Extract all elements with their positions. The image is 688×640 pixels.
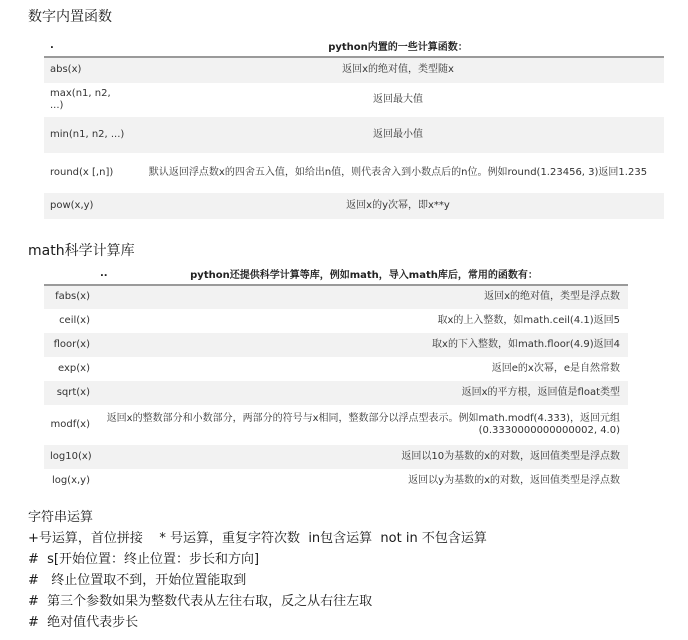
string-note-line: # 终止位置取不到，开始位置能取到 bbox=[28, 573, 247, 588]
function-description: 返回最小值 bbox=[132, 117, 664, 153]
function-name: abs(x) bbox=[44, 57, 132, 83]
column-header-function: .. bbox=[44, 262, 100, 285]
string-note-line: # s[开始位置：终止位置：步长和方向] bbox=[28, 552, 260, 567]
function-description: 返回以y为基数的x的对数，返回值类型是浮点数 bbox=[408, 474, 620, 486]
table-row bbox=[44, 445, 628, 469]
function-description: 返回e的x次幂，e是自然常数 bbox=[491, 362, 620, 374]
math-functions-table bbox=[44, 262, 628, 493]
heading-math-library: math科学计算库 bbox=[28, 243, 135, 259]
function-description: 默认返回浮点数x的四舍五入值，如给出n值，则代表舍入到小数点后的n位。例如round(1.23456, 3)返回1.235 bbox=[148, 166, 648, 178]
table-row bbox=[44, 117, 664, 153]
function-description: 返回最大值 bbox=[373, 93, 423, 105]
table-row bbox=[44, 57, 664, 83]
function-name: log(x,y) bbox=[51, 474, 90, 486]
column-header-description: python内置的一些计算函数： bbox=[132, 34, 664, 57]
function-name: floor(x) bbox=[44, 333, 100, 357]
function-name: fabs(x) bbox=[44, 285, 100, 309]
function-description: 返回以10为基数的x的对数，返回值类型是浮点数 bbox=[100, 445, 628, 469]
function-description: 取x的上入整数，如math.ceil(4.1)返回5 bbox=[437, 314, 620, 326]
table-header-row bbox=[44, 262, 628, 285]
function-description: 取x的下入整数，如math.floor(4.9)返回4 bbox=[100, 333, 628, 357]
function-name: exp(x) bbox=[58, 362, 90, 374]
table-row bbox=[44, 153, 664, 193]
function-description: 返回x的绝对值，类型是浮点数 bbox=[100, 285, 628, 309]
function-description: 返回x的平方根，返回值是float类型 bbox=[100, 381, 628, 405]
string-note-line: # 第三个参数如果为整数代表从左往右取，反之从右往左取 bbox=[28, 594, 373, 609]
table-row bbox=[44, 333, 628, 357]
function-name: modf(x) bbox=[50, 418, 90, 430]
function-name: log10(x) bbox=[44, 445, 100, 469]
column-header-function: . bbox=[44, 34, 132, 57]
string-note-line: +号运算，首位拼接 * 号运算，重复字符次数 in包含运算 not in 不包含运算 bbox=[28, 531, 487, 546]
function-name: ceil(x) bbox=[59, 314, 90, 326]
function-name: pow(x,y) bbox=[44, 193, 132, 219]
heading-string-operations: 字符串运算 bbox=[28, 510, 94, 525]
table-row bbox=[44, 309, 628, 333]
function-name: min(n1, n2, ...) bbox=[44, 117, 132, 153]
string-note-line: # 绝对值代表步长 bbox=[28, 615, 139, 630]
table-row bbox=[44, 285, 628, 309]
table-row bbox=[44, 193, 664, 219]
function-name: round(x [,n]) bbox=[50, 166, 114, 178]
builtin-functions-table bbox=[44, 34, 664, 219]
function-description: 返回x的整数部分和小数部分，两部分的符号与x相同，整数部分以浮点型表示。例如math.modf(4.333)，返回元组(0.3330000000000002, 4.0) bbox=[106, 412, 620, 436]
table-row bbox=[44, 469, 628, 493]
table-row bbox=[44, 357, 628, 381]
heading-builtin-functions: 数字内置函数 bbox=[28, 9, 112, 25]
function-description: 返回x的y次幂，即x**y bbox=[132, 193, 664, 219]
function-name: max(n1, n2, ...) bbox=[50, 87, 111, 111]
function-name: sqrt(x) bbox=[44, 381, 100, 405]
table-header-row bbox=[44, 34, 664, 57]
table-row bbox=[44, 381, 628, 405]
column-header-description: python还提供科学计算等库，例如math，导入math库后，常用的函数有： bbox=[100, 262, 628, 285]
function-description: 返回x的绝对值，类型随x bbox=[132, 57, 664, 83]
table-row bbox=[44, 405, 628, 445]
table-row bbox=[44, 83, 664, 117]
